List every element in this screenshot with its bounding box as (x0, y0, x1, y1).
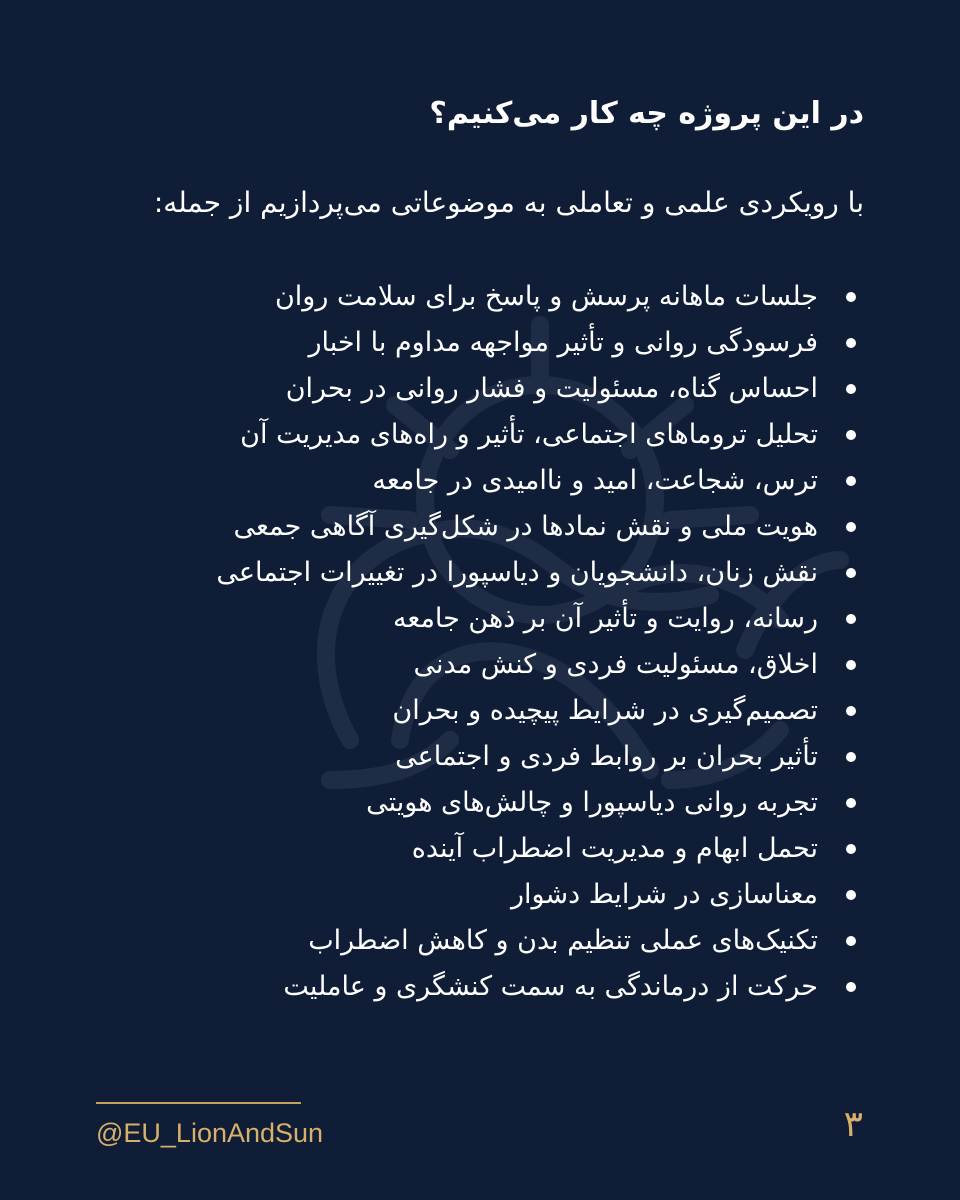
topic-item (96, 734, 864, 780)
topic-text: تحلیل تروماهای اجتماعی، تأثیر و راه‌های مدیریت آن (240, 419, 818, 450)
slide-content (96, 88, 864, 1010)
topic-text: جلسات ماهانه پرسش و پاسخ برای سلامت روان (274, 281, 818, 312)
topic-item (96, 872, 864, 918)
topic-item (96, 274, 864, 320)
topic-text: تجربه روانی دیاسپورا و چالش‌های هویتی (366, 787, 818, 818)
bullet-dot-icon (846, 752, 856, 762)
bullet-dot-icon (846, 614, 856, 624)
topic-item (96, 826, 864, 872)
bullet-dot-icon (846, 476, 856, 486)
social-handle: @EU_LionAndSun (96, 1118, 324, 1148)
topic-text: ترس، شجاعت، امید و ناامیدی در جامعه (372, 465, 818, 496)
topic-text: معناسازی در شرایط دشوار (511, 879, 818, 910)
intro-text: با رویکردی علمی و تعاملی به موضوعاتی می‌پردازیم از جمله: (153, 186, 864, 219)
page-title: در این پروژه چه کار می‌کنیم؟ (429, 96, 864, 131)
topic-item (96, 964, 864, 1010)
bullet-dot-icon (846, 844, 856, 854)
topic-text: حرکت از درماندگی به سمت کنشگری و عاملیت (283, 971, 818, 1002)
topic-item (96, 550, 864, 596)
topic-text: رسانه، روایت و تأثیر آن بر ذهن جامعه (392, 603, 818, 634)
topic-item (96, 458, 864, 504)
topic-text: نقش زنان، دانشجویان و دیاسپورا در تغییرات اجتماعی (216, 557, 818, 588)
bullet-dot-icon (846, 338, 856, 348)
topic-list (96, 274, 864, 1010)
bullet-dot-icon (846, 568, 856, 578)
topic-text: تصمیم‌گیری در شرایط پیچیده و بحران (392, 695, 818, 726)
bullet-dot-icon (846, 982, 856, 992)
topic-item (96, 642, 864, 688)
topic-item (96, 412, 864, 458)
topic-item (96, 366, 864, 412)
topic-text: فرسودگی روانی و تأثیر مواجهه مداوم با اخبار (308, 327, 818, 358)
topic-item (96, 688, 864, 734)
bullet-dot-icon (846, 522, 856, 532)
bullet-dot-icon (846, 384, 856, 394)
topic-item (96, 320, 864, 366)
topic-text: تحمل ابهام و مدیریت اضطراب آینده (411, 833, 818, 864)
bullet-dot-icon (846, 660, 856, 670)
bullet-dot-icon (846, 798, 856, 808)
page-number: ۳ (843, 1104, 863, 1145)
bullet-dot-icon (846, 292, 856, 302)
topic-text: هویت ملی و نقش نمادها در شکل‌گیری آگاهی جمعی (233, 511, 818, 542)
topic-item (96, 780, 864, 826)
bullet-dot-icon (846, 936, 856, 946)
topic-text: احساس گناه، مسئولیت و فشار روانی در بحران (285, 373, 818, 404)
topic-item (96, 504, 864, 550)
bullet-dot-icon (846, 430, 856, 440)
topic-item (96, 596, 864, 642)
footer-divider (96, 1102, 301, 1104)
topic-item (96, 918, 864, 964)
bullet-dot-icon (846, 890, 856, 900)
topic-text: تأثیر بحران بر روابط فردی و اجتماعی (395, 741, 818, 772)
topic-text: تکنیک‌های عملی تنظیم بدن و کاهش اضطراب (308, 925, 818, 956)
topic-text: اخلاق، مسئولیت فردی و کنش مدنی (413, 649, 818, 680)
bullet-dot-icon (846, 706, 856, 716)
